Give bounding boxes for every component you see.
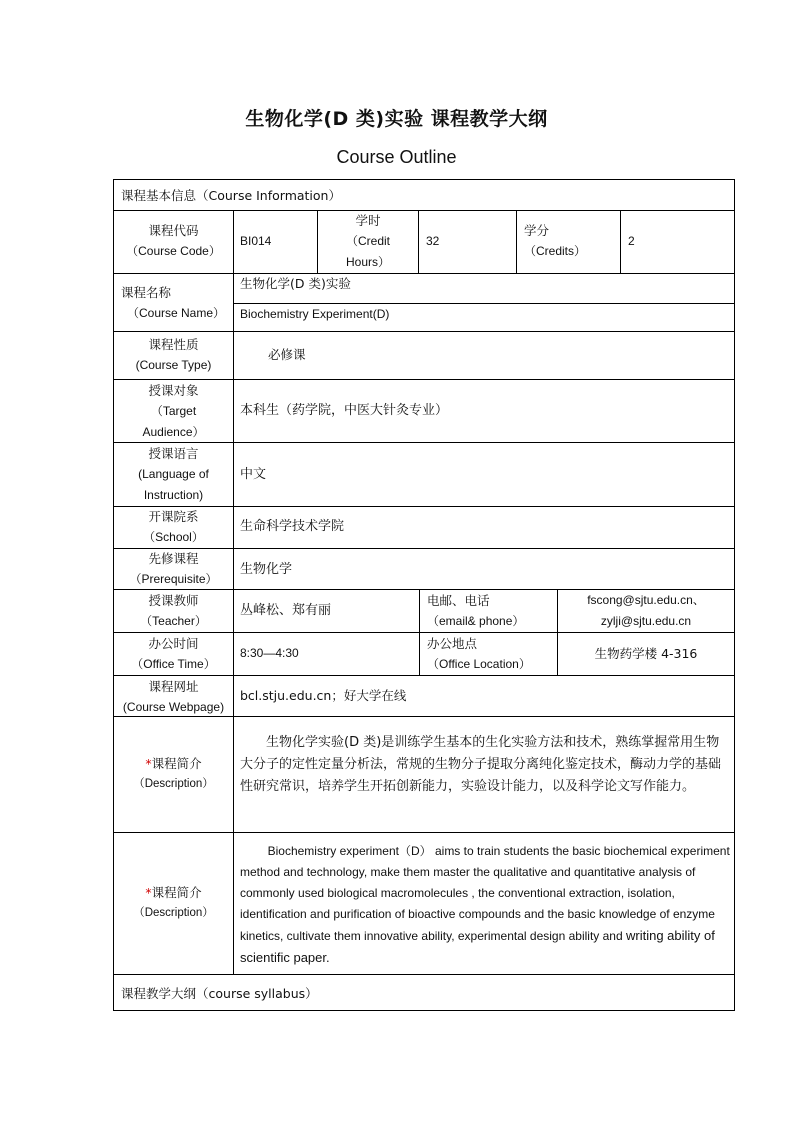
contact-label-en: （email& phone） [427,614,525,628]
course-code-label [114,220,233,262]
description-en-label-cn [114,882,233,903]
credit-hours-label-cn: 学时 [355,213,381,228]
school-label [114,506,233,548]
course-webpage-label-en: (Course Webpage) [122,700,225,714]
description-cn-label [114,753,233,795]
description-en-text [240,841,730,969]
language-label-en-1: (Language of [138,467,209,481]
credits-label-en: （Credits） [524,244,587,258]
course-code-value: BI014 [240,234,272,248]
school-value: 生命科学技术学院 [240,519,345,534]
course-type-value: 必修课 [268,347,306,362]
school-label-en: （School） [143,530,204,544]
language-label [114,443,233,506]
contact-label [427,590,555,632]
teacher-value: 丛峰松、郑有丽 [240,603,332,618]
course-name-label-en: （Course Name） [126,306,226,320]
description-cn-label-text: 课程简介 [151,756,202,771]
section-course-syllabus: 课程教学大纲（course syllabus） [121,986,318,1001]
teacher-label-cn: 授课教师 [148,593,199,608]
course-webpage-label-cn: 课程网址 [148,679,199,694]
contact-label-cn: 电邮、电话 [427,593,490,608]
description-en-label-text: 课程简介 [151,885,202,900]
description-en-tail: writing ability of scientific paper. [240,928,715,965]
office-time-value: 8:30—4:30 [240,646,299,660]
target-audience-label [114,380,233,443]
prerequisite-label-cn: 先修课程 [148,551,199,566]
credit-hours-value: 32 [426,234,440,248]
document-title: 生物化学(D 类)实验 课程教学大纲 [245,108,548,130]
language-label-en-2: Instruction) [143,488,204,502]
description-en-label-en: （Description） [133,907,214,919]
teacher-email-2: zylji@sjtu.edu.cn [600,614,692,628]
prerequisite-value: 生物化学 [240,562,293,577]
course-webpage-label [114,676,233,718]
required-star: * [145,885,152,900]
description-cn-label-cn [114,753,233,774]
prerequisite-label [114,548,233,590]
target-audience-value: 本科生（药学院，中医大针灸专业） [240,403,449,418]
course-name-cn: 生物化学(D 类)实验 [240,276,351,291]
description-cn-label-en: （Description） [133,778,214,790]
office-location-label [427,633,555,675]
course-name-en: Biochemistry Experiment(D) [240,307,390,321]
office-location-label-en: （Office Location） [427,657,531,671]
office-location-value: 生物药学楼 4-316 [594,646,698,661]
office-time-label-en: （Office Time） [131,657,216,671]
language-label-cn: 授课语言 [148,446,199,461]
course-type-label [114,334,233,376]
credits-value: 2 [628,234,635,248]
office-time-label [114,633,233,675]
school-label-cn: 开课院系 [148,509,199,524]
credit-hours-label [318,210,418,273]
target-audience-label-en-1: （Target [150,404,197,418]
course-code-label-en: （Course Code） [126,244,221,258]
course-name-label [121,282,231,324]
description-cn-text: 生物化学实验(D 类)是训练学生基本的生化实验方法和技术，熟练掌握常用生物大分子的定性定量分析法，常规的生物分子提取分离纯化鉴定技术，酶动力学的基础性研究常识，培养学生开拓创新能力，实验设计能力，以及科学论文写作能力。 [240,735,722,794]
credit-hours-label-en-2: Hours） [345,255,390,269]
document-subtitle: Course Outline [336,147,457,167]
target-audience-label-en-2: Audience） [142,425,205,439]
required-star: * [145,756,152,771]
language-value: 中文 [240,467,267,482]
credits-label-cn: 学分 [524,223,550,238]
course-type-label-cn: 课程性质 [148,337,199,352]
teacher-label-en: （Teacher） [140,614,207,628]
course-code-label-cn: 课程代码 [148,223,199,238]
section-course-information: 课程基本信息（Course Information） [121,188,341,203]
description-en-label [114,882,233,924]
credits-label [524,220,618,262]
office-time-label-cn: 办公时间 [148,636,199,651]
office-location-label-cn: 办公地点 [427,636,478,651]
credit-hours-label-en-1: （Credit [345,234,390,248]
prerequisite-label-en: （Prerequisite） [129,572,218,586]
description-en-main: Biochemistry experiment（D） aims to train students the basic biochemical experiment method and technology, make them master the qualitative and quantitative analysis of commonly used biological macromolecules , the conventional extraction, isolation, identification and purification of bioactive compounds and the basic knowledge of enzyme kinetics, cultivate them innovative ability, experimental design ability and [240,844,730,943]
course-name-label-cn: 课程名称 [121,285,172,300]
teacher-label [114,590,233,632]
contact-value [558,590,734,632]
course-type-label-en: (Course Type) [135,358,212,372]
course-webpage-value: bcl.stju.edu.cn；好大学在线 [240,688,407,703]
target-audience-label-cn: 授课对象 [148,383,199,398]
teacher-email-1: fscong@sjtu.edu.cn、 [587,593,705,607]
